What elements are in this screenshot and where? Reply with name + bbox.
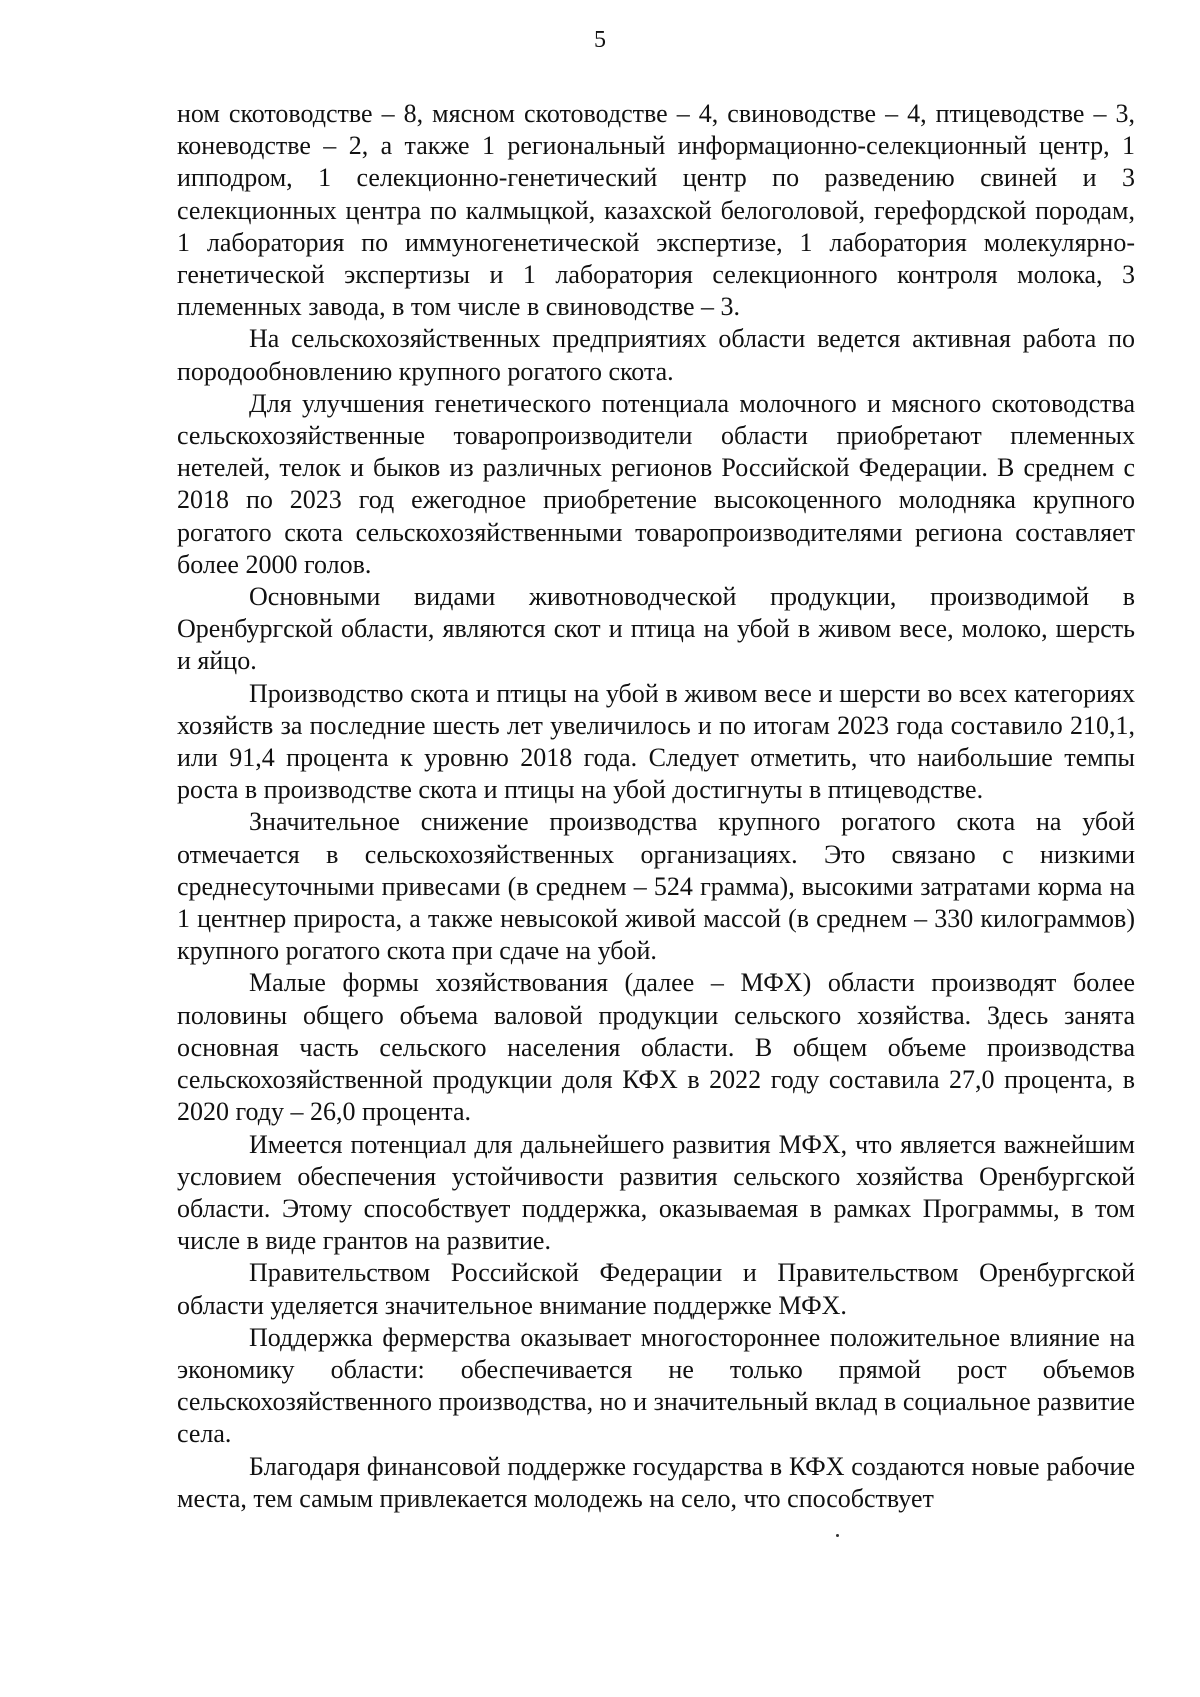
paragraph-4: Основными видами животноводческой продукции, производимой в Оренбургской области, являются скот и птица на убой в живом весе, молоко, шерсть и яйцо. <box>177 582 1135 676</box>
paragraph-9: Правительством Российской Федерации и Правительством Оренбургской области уделяется значительное внимание поддержке МФХ. <box>177 1258 1135 1320</box>
paragraph-3: Для улучшения генетического потенциала молочного и мясного скотоводства сельскохозяйственные товаропроизводители области приобретают племенных нетелей, телок и быков из различных регионов Российской Федерации. В среднем с 2018 по 2023 год ежегодное приобретение высокоценного молодняка крупного рогатого скота сельскохозяйственными товаропроизводителями региона составляет более 2000 голов. <box>177 388 1135 579</box>
paragraph-11: Благодаря финансовой поддержке государства в КФХ создаются новые рабочие места, тем самым привлекается молодежь на село, что способствует <box>177 1451 1135 1513</box>
paragraph-7: Малые формы хозяйствования (далее – МФХ) области производят более половины общего объема валовой продукции сельского хозяйства. Здесь занята основная часть сельского населения области. В общем объеме производства сельскохозяйственной продукции доля КФХ в 2022 году составила 27,0 процента, в 2020 году – 26,0 процента. <box>177 968 1135 1127</box>
paragraph-8: Имеется потенциал для дальнейшего развития МФХ, что является важнейшим условием обеспечения устойчивости развития сельского хозяйства Оренбургской области. Этому способствует поддержка, оказываемая в рамках Программы, в том числе в виде грантов на развитие. <box>177 1129 1135 1256</box>
page-number: 5 <box>594 27 606 53</box>
paragraph-5: Производство скота и птицы на убой в живом весе и шерсти во всех категориях хозяйств за последние шесть лет увеличилось и по итогам 2023 года составило 210,1, или 91,4 процента к уровню 2018 года. Следует отметить, что наибольшие темпы роста в производстве скота и птицы на убой достигнуты в птицеводстве. <box>177 678 1135 805</box>
scan-speck <box>836 1534 839 1537</box>
paragraph-1: ном скотоводстве – 8, мясном скотоводстве – 4, свиноводстве – 4, птицеводстве – 3, коневодстве – 2, а также 1 региональный информационно-селекционный центр, 1 ипподром, 1 селекционно-генетический центр по разведению свиней и 3 селекционных центра по калмыцкой, казахской белоголовой, герефордской породам, 1 лаборатория по иммуногенетической экспертизе, 1 лаборатория молекулярно-генетической экспертизы и 1 лаборатория селекционного контроля молока, 3 племенных завода, в том числе в свиноводстве – 3. <box>177 99 1135 322</box>
paragraph-2: На сельскохозяйственных предприятиях области ведется активная работа по породообновлению крупного рогатого скота. <box>177 324 1135 386</box>
document-body <box>177 98 1135 1515</box>
paragraph-10: Поддержка фермерства оказывает многостороннее положительное влияние на экономику области: обеспечивается не только прямой рост объемов сельскохозяйственного производства, но и значительный вклад в социальное развитие села. <box>177 1322 1135 1449</box>
paragraph-6: Значительное снижение производства крупного рогатого скота на убой отмечается в сельскохозяйственных организациях. Это связано с низкими среднесуточными привесами (в среднем – 524 грамма), высокими затратами корма на 1 центнер прироста, а также невысокой живой массой (в среднем – 330 килограммов) крупного рогатого скота при сдаче на убой. <box>177 807 1135 966</box>
